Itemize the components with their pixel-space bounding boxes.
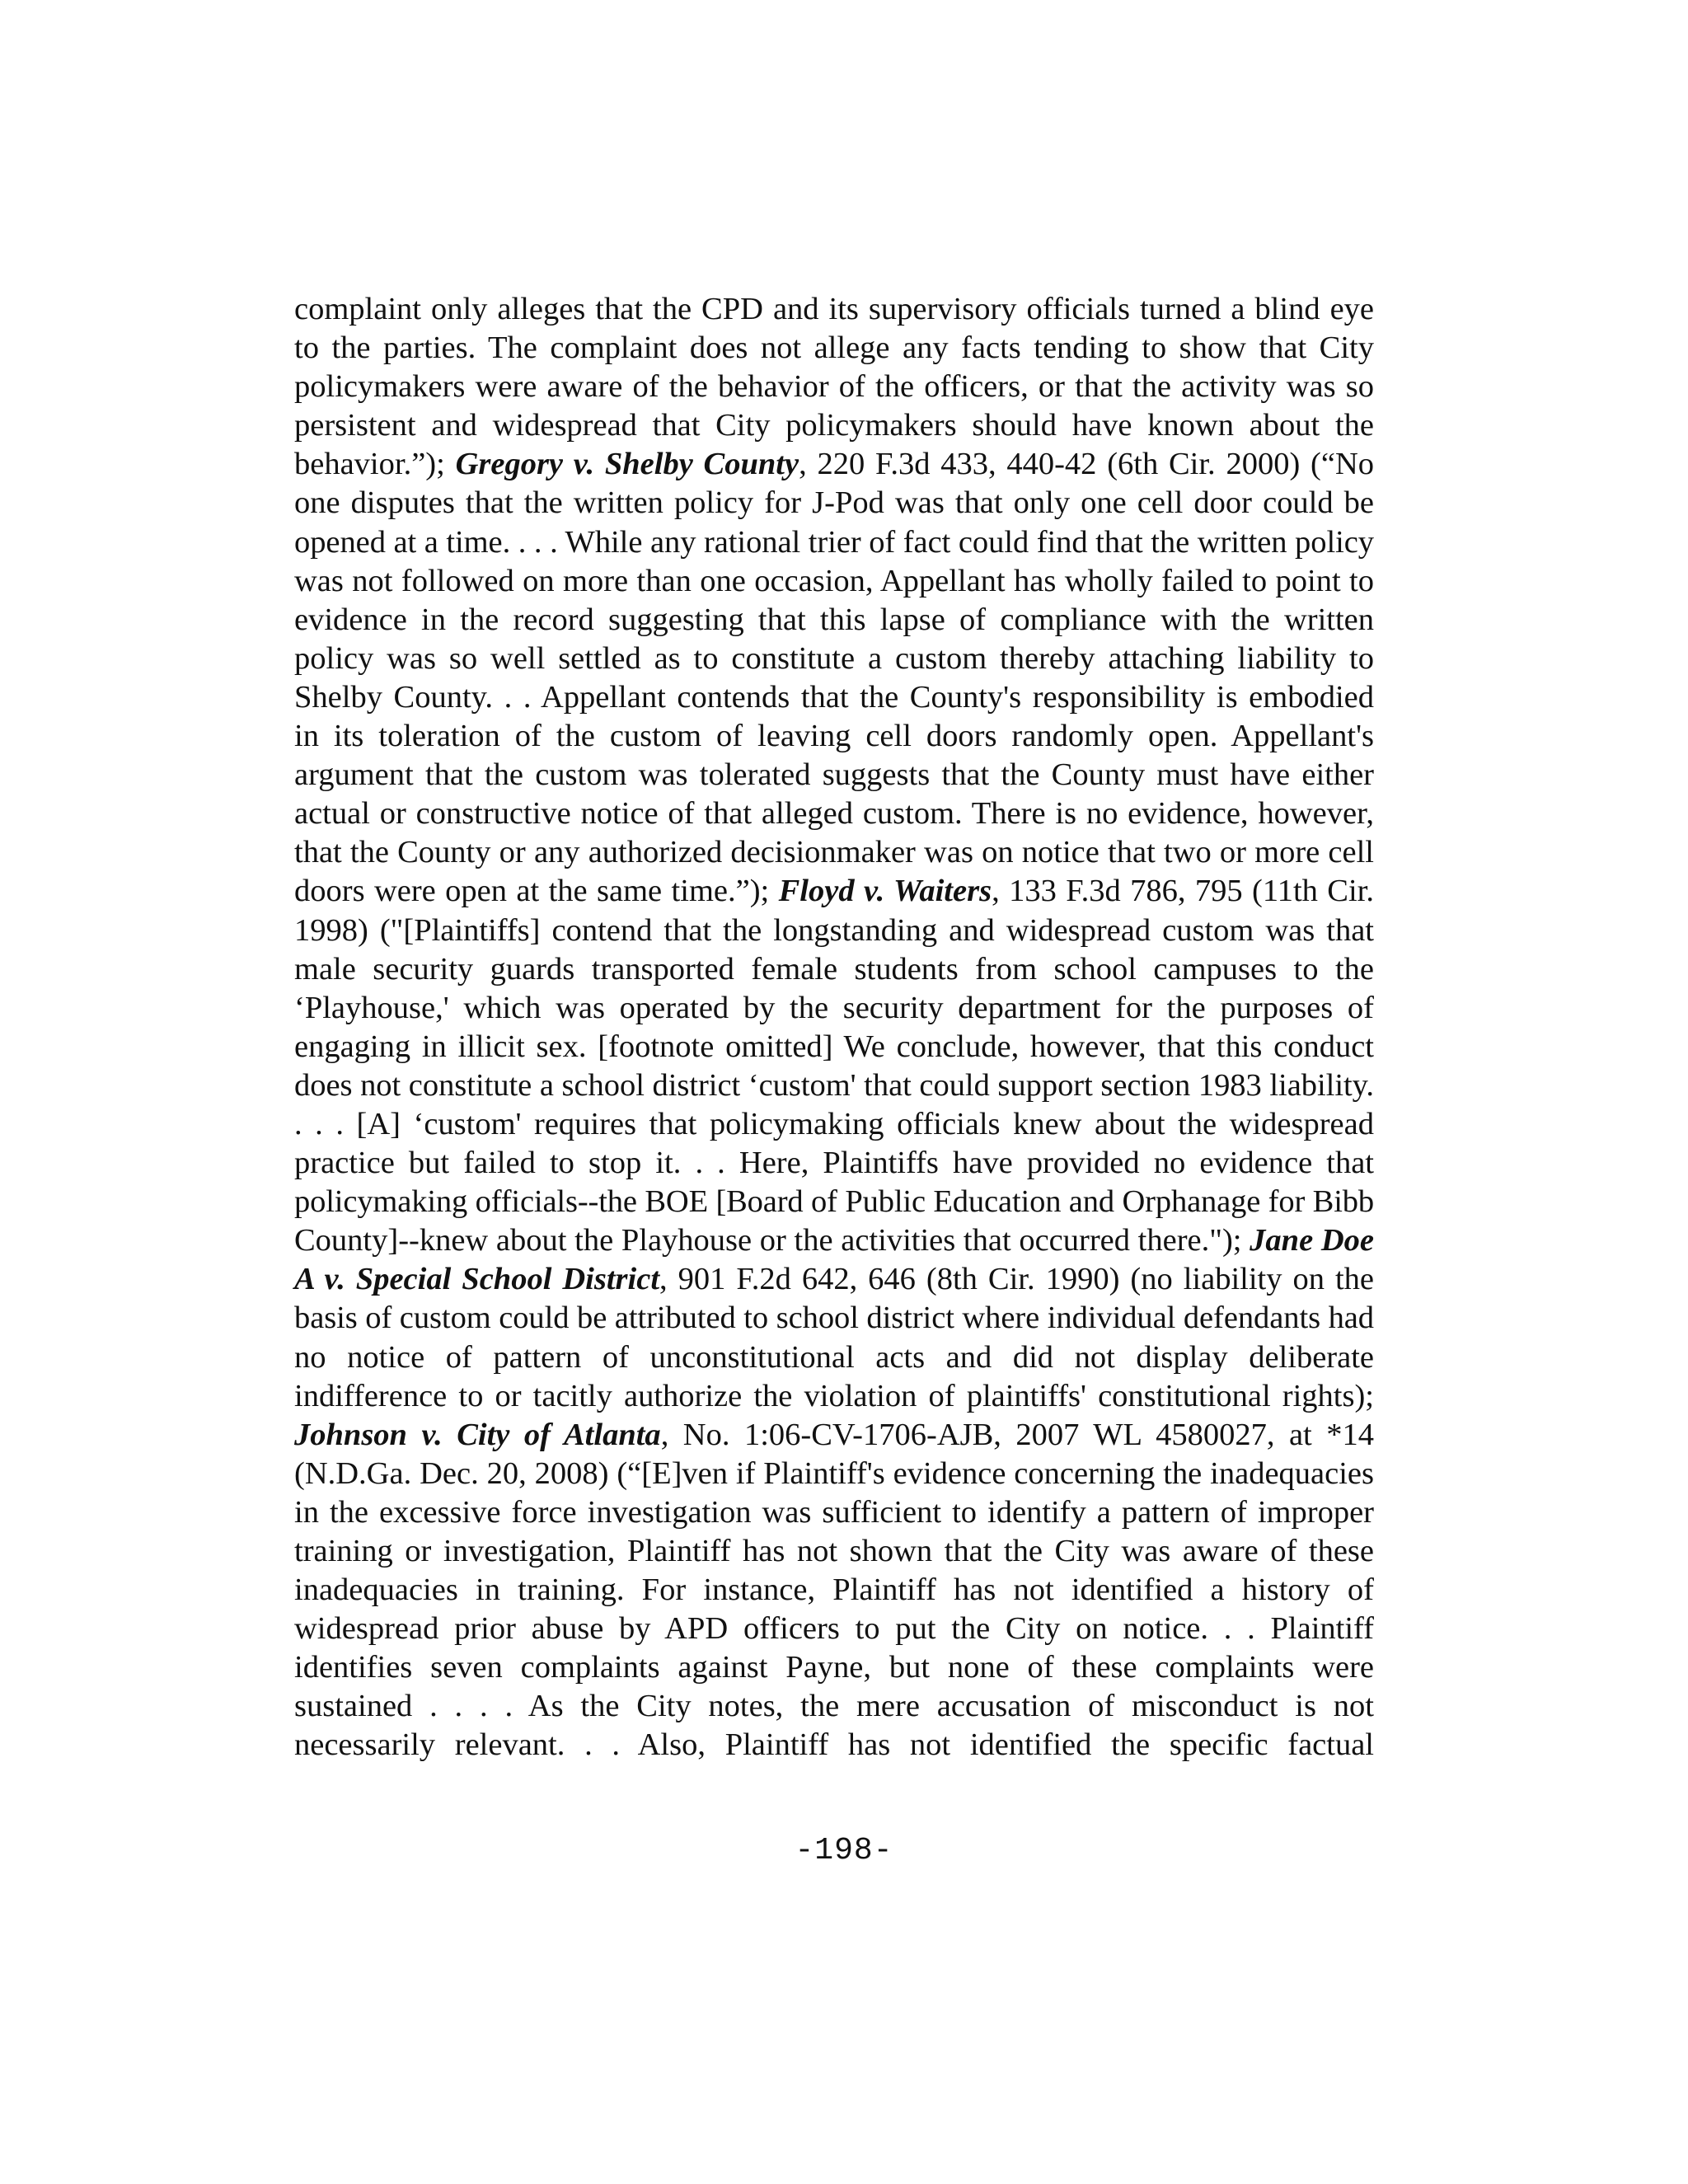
text-line bbox=[294, 445, 1374, 484]
text-line bbox=[294, 1260, 1374, 1299]
text-line bbox=[294, 833, 1374, 872]
text-run: policymaking officials--the BOE [Board of Public Education and Orphanage for Bibb bbox=[294, 1184, 1374, 1220]
text-run: 1998) ("[Plaintiffs] contend that the longstanding and widespread custom was that bbox=[294, 912, 1374, 948]
text-run: was not followed on more than one occasion, Appellant has wholly failed to point to bbox=[294, 563, 1374, 598]
case-citation: Floyd v. Waiters bbox=[778, 874, 992, 909]
case-citation: Jane Doe bbox=[1250, 1223, 1374, 1258]
text-run: to the parties. The complaint does not allege any facts tending to show that City bbox=[294, 330, 1374, 366]
case-citation: A v. Special School District bbox=[294, 1262, 660, 1297]
text-run: indifference to or tacitly authorize the violation of plaintiffs' constitutional rights); bbox=[294, 1378, 1374, 1413]
text-run: ‘Playhouse,' which was operated by the security department for the purposes of bbox=[294, 990, 1374, 1025]
text-run: Shelby County. . . Appellant contends that the County's responsibility is embodied bbox=[294, 679, 1374, 715]
text-line bbox=[294, 1726, 1374, 1765]
text-line bbox=[294, 872, 1374, 911]
text-line bbox=[294, 1610, 1374, 1648]
page-number: -198- bbox=[795, 1833, 893, 1868]
text-run: that the County or any authorized decisionmaker was on notice that two or more cell bbox=[294, 835, 1374, 870]
text-line bbox=[294, 1028, 1374, 1066]
text-run: does not constitute a school district ‘custom' that could support section 1983 liability. bbox=[294, 1067, 1374, 1103]
text-line bbox=[294, 1377, 1374, 1416]
text-line bbox=[294, 1532, 1374, 1571]
text-run: sustained . . . . As the City notes, the mere accusation of misconduct is not bbox=[294, 1689, 1374, 1724]
text-run: one disputes that the written policy for J-Pod was that only one cell door could be bbox=[294, 485, 1374, 521]
text-line bbox=[294, 1493, 1374, 1532]
text-run: evidence in the record suggesting that this lapse of compliance with the written bbox=[294, 602, 1374, 637]
text-line bbox=[294, 601, 1374, 640]
text-run: , No. 1:06-CV-1706-AJB, 2007 WL 4580027, at *14 bbox=[660, 1417, 1374, 1452]
text-run: , 133 F.3d 786, 795 (11th Cir. bbox=[992, 874, 1374, 909]
text-run: policy was so well settled as to constitute a custom thereby attaching liability to bbox=[294, 640, 1374, 676]
text-line bbox=[294, 1144, 1374, 1183]
text-run: . . . [A] ‘custom' requires that policymaking officials knew about the widespread bbox=[294, 1106, 1374, 1141]
text-line bbox=[294, 1338, 1374, 1377]
text-line bbox=[294, 950, 1374, 989]
text-line bbox=[294, 523, 1374, 562]
text-run: complaint only alleges that the CPD and its supervisory officials turned a blind eye bbox=[294, 292, 1374, 326]
text-run: training or investigation, Plaintiff has not shown that the City was aware of these bbox=[294, 1534, 1374, 1568]
text-run: opened at a time. . . . While any rational trier of fact could find that the written policy bbox=[294, 524, 1374, 560]
text-line bbox=[294, 1687, 1374, 1726]
text-run: actual or constructive notice of that alleged custom. There is no evidence, however, bbox=[294, 796, 1374, 832]
text-line bbox=[294, 1221, 1374, 1260]
text-run: County]--knew about the Playhouse or the activities that occurred there."); bbox=[294, 1223, 1250, 1258]
text-line bbox=[294, 1105, 1374, 1144]
text-run: (N.D.Ga. Dec. 20, 2008) (“[E]ven if Plaintiff's evidence concerning the inadequacies bbox=[294, 1455, 1374, 1491]
text-line bbox=[294, 1183, 1374, 1221]
text-run: , 220 F.3d 433, 440-42 (6th Cir. 2000) (“No bbox=[799, 447, 1374, 482]
body-text bbox=[294, 290, 1374, 1765]
text-line bbox=[294, 756, 1374, 794]
text-run: identifies seven complaints against Payne, but none of these complaints were bbox=[294, 1650, 1374, 1685]
text-line bbox=[294, 678, 1374, 717]
case-citation: Johnson v. City of Atlanta bbox=[294, 1417, 661, 1452]
text-line bbox=[294, 329, 1374, 368]
text-run: behavior.”); bbox=[294, 447, 456, 482]
text-line bbox=[294, 290, 1374, 329]
text-run: male security guards transported female students from school campuses to the bbox=[294, 951, 1374, 987]
case-citation: Gregory v. Shelby County bbox=[455, 447, 799, 482]
text-run: persistent and widespread that City policymakers should have known about the bbox=[294, 408, 1374, 443]
text-run: policymakers were aware of the behavior of the officers, or that the activity was so bbox=[294, 369, 1374, 405]
text-line bbox=[294, 1066, 1374, 1105]
text-run: practice but failed to stop it. . . Here, Plaintiffs have provided no evidence that bbox=[294, 1146, 1374, 1181]
text-run: in the excessive force investigation was sufficient to identify a pattern of improper bbox=[294, 1494, 1374, 1530]
text-line bbox=[294, 794, 1374, 833]
text-line bbox=[294, 1455, 1374, 1493]
text-run: , 901 F.2d 642, 646 (8th Cir. 1990) (no liability on the bbox=[659, 1262, 1374, 1297]
text-line bbox=[294, 717, 1374, 756]
text-line bbox=[294, 406, 1374, 445]
text-line bbox=[294, 368, 1374, 406]
text-line bbox=[294, 1416, 1374, 1455]
text-run: engaging in illicit sex. [footnote omitted] We conclude, however, that this conduct bbox=[294, 1029, 1374, 1064]
text-line bbox=[294, 562, 1374, 601]
text-run: argument that the custom was tolerated suggests that the County must have either bbox=[294, 757, 1374, 793]
text-run: inadequacies in training. For instance, Plaintiff has not identified a history of bbox=[294, 1572, 1374, 1608]
text-line bbox=[294, 912, 1374, 950]
text-run: no notice of pattern of unconstitutional acts and did not display deliberate bbox=[294, 1339, 1374, 1375]
text-line bbox=[294, 1648, 1374, 1687]
text-run: necessarily relevant. . . Also, Plaintiff has not identified the specific factual bbox=[294, 1727, 1374, 1763]
text-line bbox=[294, 640, 1374, 678]
text-run: basis of custom could be attributed to school district where individual defendants had bbox=[294, 1301, 1374, 1336]
text-run: doors were open at the same time.”); bbox=[294, 874, 779, 909]
text-run: widespread prior abuse by APD officers to put the City on notice. . . Plaintiff bbox=[294, 1611, 1374, 1647]
text-line bbox=[294, 484, 1374, 523]
text-line bbox=[294, 1299, 1374, 1338]
text-line bbox=[294, 1571, 1374, 1610]
text-line bbox=[294, 989, 1374, 1028]
text-run: in its toleration of the custom of leaving cell doors randomly open. Appellant's bbox=[294, 719, 1374, 754]
